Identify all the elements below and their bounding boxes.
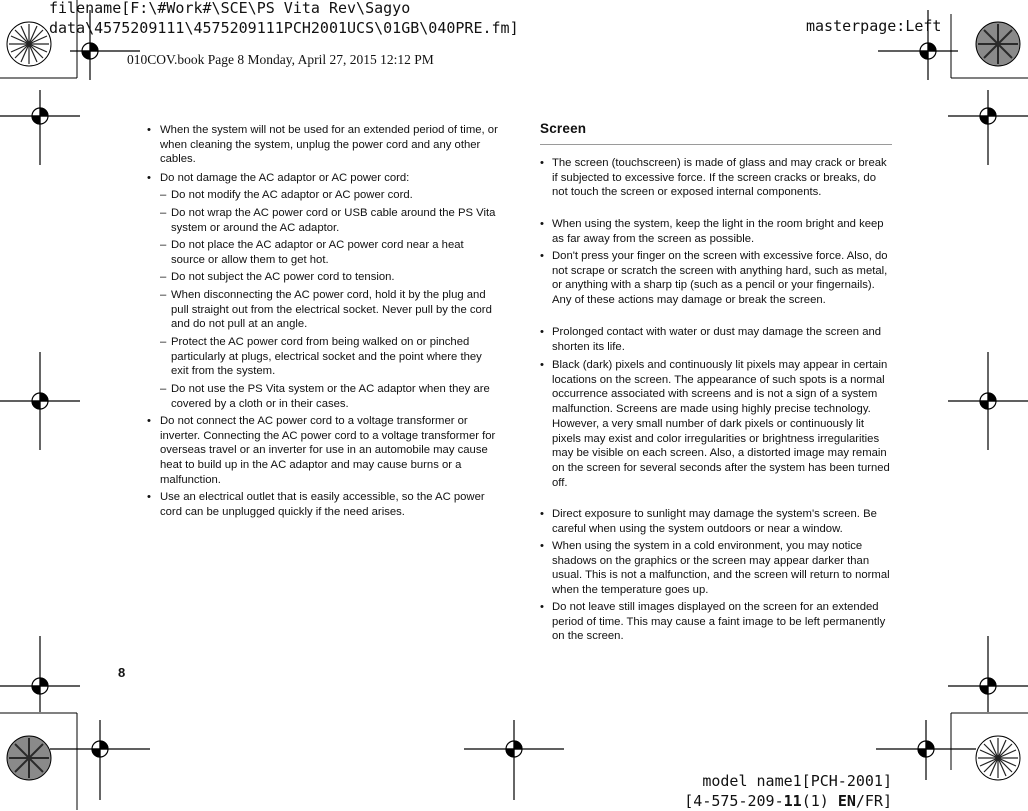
registration-target-icon [0, 90, 80, 165]
subitem-text: Protect the AC power cord from being walked on or pinched particularly at plugs, electrical socket and the point where they exit from the system. [171, 336, 482, 378]
item-text: Don't press your finger on the screen with excessive force. Also, do not scrape or scratch the screen with anything hard, such as metal, or anything with a sharp tip (such as a pencil or your fingernails). Any of these actions may damage or break the screen. [552, 250, 888, 307]
dash-mark: – [160, 271, 167, 283]
list-item [147, 123, 499, 167]
list-item [540, 217, 893, 246]
dash-mark: – [160, 239, 167, 251]
subitem-text: Do not use the PS Vita system or the AC adaptor when they are covered by a cloth or in their cases. [171, 383, 490, 410]
list-subitem [157, 188, 499, 203]
bullet-mark: • [540, 508, 544, 520]
filename-line-1: filename[F:\#Work#\SCE\PS Vita Rev\Sagyo [49, 0, 411, 17]
book-stamp: 010COV.book Page 8 Monday, April 27, 2015 12:12 PM [127, 52, 434, 67]
dash-mark: – [160, 189, 167, 201]
registration-target-icon [948, 636, 1028, 712]
list-item [540, 358, 893, 490]
item-text: When using the system in a cold environment, you may notice shadows on the graphics or the screen may appear darker than usual. This is not a malfunction, and the screen will return to normal when the temperature goes up. [552, 540, 890, 597]
starburst-target-icon [976, 736, 1020, 780]
item-text: Do not damage the AC adaptor or AC power cord: [160, 172, 410, 184]
bullet-mark: • [147, 415, 151, 427]
bullet-mark: • [540, 326, 544, 338]
list-item [540, 539, 893, 598]
language-code: EN [837, 792, 856, 810]
item-text: When the system will not be used for an extended period of time, or when cleaning the system, unplug the power cord and any other cables. [160, 124, 498, 166]
subitem-text: Do not place the AC adaptor or AC power cord near a heat source or allow them to get hot. [171, 239, 464, 266]
part-code-middle: (1) [801, 792, 838, 810]
model-name: model name1[PCH-2001] [702, 772, 892, 790]
registration-target-icon [0, 636, 80, 712]
bullet-mark: • [540, 157, 544, 169]
list-subitem [157, 382, 499, 411]
starburst-target-icon [7, 736, 51, 780]
list-item [540, 507, 893, 536]
registration-target-icon [464, 720, 564, 800]
dash-mark: – [160, 207, 167, 219]
page-number: 8 [118, 665, 126, 680]
list-item [540, 600, 893, 644]
bullet-mark: • [540, 540, 544, 552]
dash-mark: – [160, 289, 167, 301]
registration-target-icon [0, 352, 80, 450]
list-item [147, 171, 499, 186]
subitem-text: Do not subject the AC power cord to tension. [171, 271, 395, 283]
list-item [147, 414, 499, 488]
item-text: Do not leave still images displayed on the screen for an extended period of time. This may cause a faint image to be left permanently on the screen. [552, 601, 886, 643]
bullet-mark: • [147, 172, 151, 184]
bullet-mark: • [147, 491, 151, 503]
filename-line-2: data\4575209111\4575209111PCH2001UCS\01GB\040PRE.fm] [49, 19, 519, 37]
dash-mark: – [160, 336, 167, 348]
registration-target-icon [948, 352, 1028, 450]
bullet-mark: • [147, 124, 151, 136]
list-subitem [157, 238, 499, 267]
list-subitem [157, 335, 499, 379]
list-item [540, 156, 893, 200]
bullet-mark: • [540, 218, 544, 230]
subitem-text: Do not wrap the AC power cord or USB cable around the PS Vita system or around the AC adaptor. [171, 207, 496, 234]
subitem-text: When disconnecting the AC power cord, hold it by the plug and pull straight out from the electrical socket. Never pull by the cord and do not pull at an angle. [171, 289, 492, 331]
part-code-suffix: /FR] [855, 792, 892, 810]
part-code [684, 791, 892, 811]
list-item [540, 249, 893, 308]
part-code-revision: 11 [783, 792, 802, 810]
item-text: Prolonged contact with water or dust may damage the screen and shorten its life. [552, 326, 882, 353]
list-subitem [157, 270, 499, 285]
item-text: When using the system, keep the light in the room bright and keep as far away from the screen as possible. [552, 218, 884, 245]
item-text: Do not connect the AC power cord to a voltage transformer or inverter. Connecting the AC power cord to a voltage transformer for overseas travel or an inverter for use in an automobile may cause heat to build up in the AC adaptor and may cause burns or a malfunction. [160, 415, 496, 486]
registration-target-icon [50, 720, 150, 800]
list-item [147, 490, 499, 519]
list-item [540, 325, 893, 354]
item-text: The screen (touchscreen) is made of glass and may crack or break if subjected to excessive force. If the screen cracks or breaks, do not touch the screen or exposed internal components. [552, 157, 887, 199]
item-text: Use an electrical outlet that is easily accessible, so the AC power cord can be unplugged quickly if the need arises. [160, 491, 485, 518]
bullet-mark: • [540, 601, 544, 613]
starburst-target-icon [7, 22, 51, 66]
item-text: Black (dark) pixels and continuously lit pixels may appear in certain locations on the screen. The appearance of such spots is a normal occurrence associated with screens and is not a sign of a system malfunction. Screens are made using highly precise technology. However, a very small number of dark pixels or continuously lit pixels may exist and color irregularities or brightness irregularities may be visible on each screen. Also, a distorted image may remain on the screen for several seconds after the system has been turned off. [552, 359, 890, 489]
registration-target-icon [948, 90, 1028, 165]
dash-mark: – [160, 383, 167, 395]
heading-rule [540, 144, 892, 145]
item-text: Direct exposure to sunlight may damage the system's screen. Be careful when using the system outdoors or near a window. [552, 508, 877, 535]
bullet-mark: • [540, 250, 544, 262]
list-subitem [157, 206, 499, 235]
bullet-mark: • [540, 359, 544, 371]
masterpage-label: masterpage:Left [806, 17, 942, 35]
section-heading: Screen [540, 121, 587, 136]
part-code-prefix: [4-575-209- [684, 792, 784, 810]
subitem-text: Do not modify the AC adaptor or AC power cord. [171, 189, 413, 201]
starburst-target-icon [976, 22, 1020, 66]
list-subitem [157, 288, 499, 332]
